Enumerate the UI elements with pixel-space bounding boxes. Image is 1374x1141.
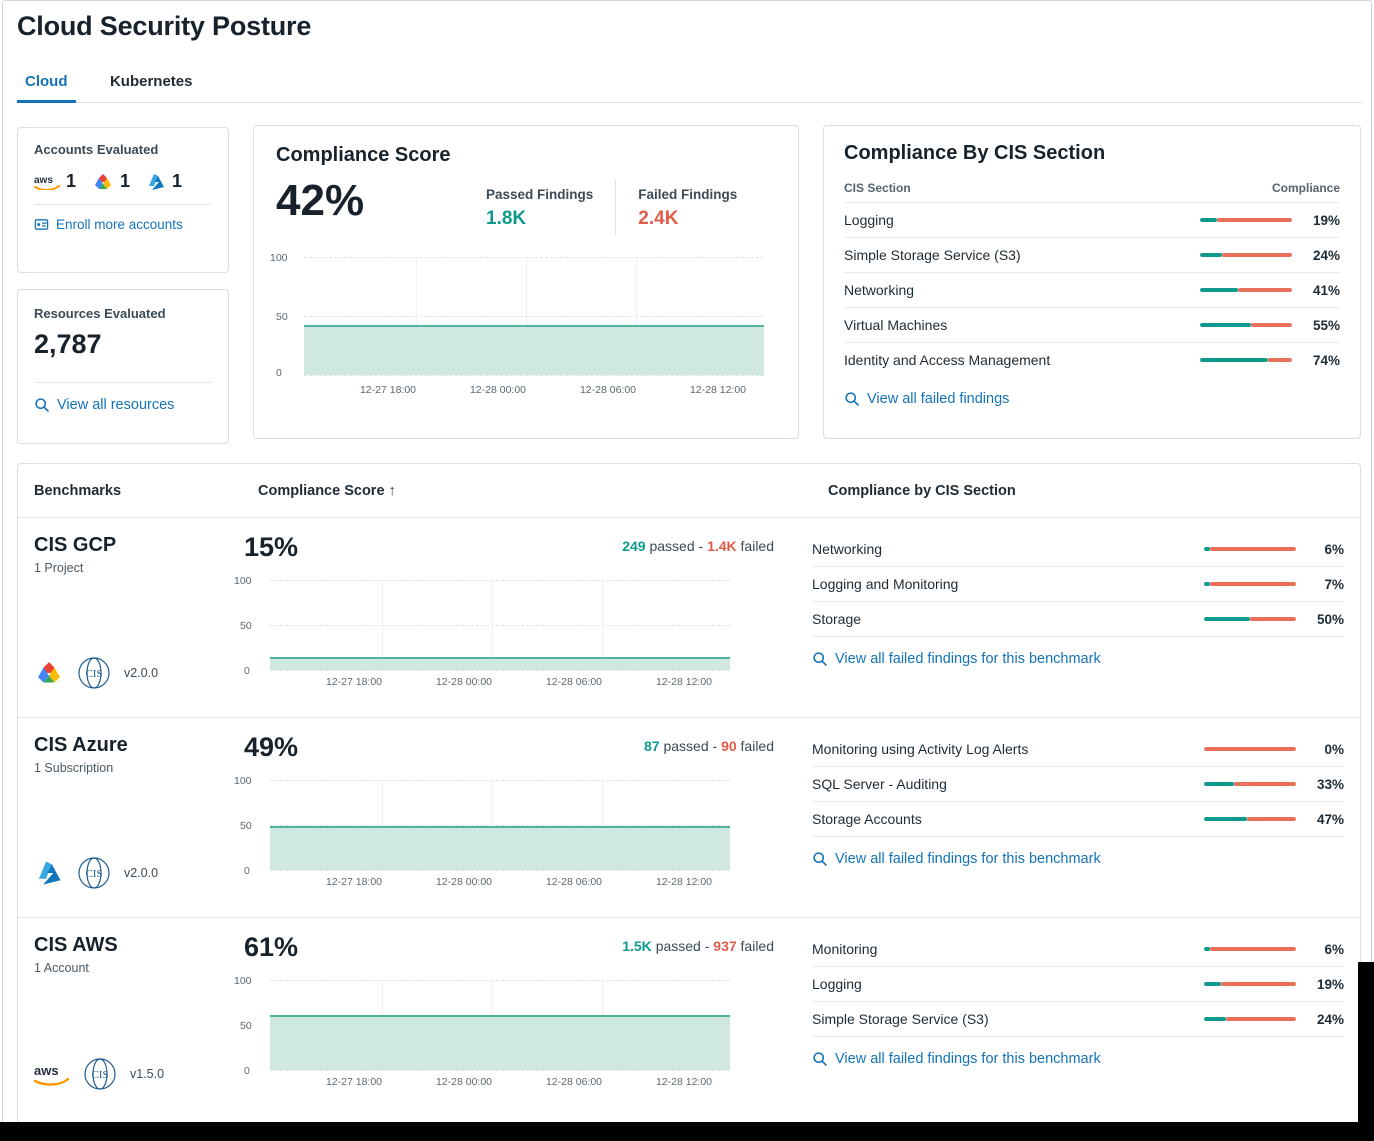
benchmark-chart bbox=[234, 766, 762, 888]
benchmark-passed-count: 1.5K bbox=[622, 938, 652, 954]
benchmark-name[interactable]: CIS AWS bbox=[34, 934, 118, 956]
screen-edge-bottom bbox=[0, 1122, 1374, 1141]
view-all-failed-findings-label: View all failed findings bbox=[867, 391, 1010, 407]
chart-ytick-0: 0 bbox=[276, 367, 282, 379]
chart-ytick-50: 50 bbox=[240, 1020, 252, 1032]
chart-xtick-1: 12-28 00:00 bbox=[435, 876, 493, 888]
compliance-score-chart bbox=[270, 244, 776, 414]
resources-evaluated-value: 2,787 bbox=[34, 329, 102, 359]
chart-ytick-0: 0 bbox=[244, 665, 250, 677]
compliance-bar bbox=[1204, 617, 1296, 621]
view-all-resources-link[interactable] bbox=[34, 397, 212, 413]
chart-xtick-2: 12-28 06:00 bbox=[579, 384, 637, 396]
compliance-bar bbox=[1200, 323, 1292, 327]
benchmark-failed-count: 90 bbox=[721, 738, 737, 754]
view-failed-findings-benchmark-link[interactable] bbox=[812, 851, 1344, 867]
chart-ytick-100: 100 bbox=[234, 975, 252, 987]
cis-logo-icon bbox=[82, 1056, 118, 1092]
cis-row-compliance bbox=[1139, 273, 1340, 308]
section-pct: 7% bbox=[1324, 576, 1344, 592]
compliance-bar bbox=[1200, 358, 1292, 362]
section-row bbox=[812, 602, 1344, 637]
benchmark-failed-word: failed bbox=[740, 938, 774, 954]
gridline-0 bbox=[270, 870, 730, 871]
compliance-bar bbox=[1204, 947, 1296, 951]
section-row bbox=[812, 532, 1344, 567]
cis-row-pct: 41% bbox=[1312, 282, 1340, 298]
section-name: Storage bbox=[812, 611, 862, 627]
compliance-bar bbox=[1204, 547, 1296, 551]
azure-icon bbox=[34, 860, 64, 886]
benchmark-name[interactable]: CIS GCP bbox=[34, 534, 117, 556]
section-pct: 6% bbox=[1324, 541, 1344, 557]
section-name: Storage Accounts bbox=[812, 811, 922, 827]
svg-text:aws: aws bbox=[34, 175, 53, 186]
section-pct: 33% bbox=[1316, 776, 1344, 792]
svg-text:CIS: CIS bbox=[91, 1069, 109, 1081]
cis-section-table bbox=[844, 181, 1340, 377]
cis-row-compliance bbox=[1139, 343, 1340, 378]
table-row[interactable] bbox=[844, 203, 1340, 238]
benchmark-name[interactable]: CIS Azure bbox=[34, 734, 128, 756]
benchmark-failed-count: 937 bbox=[713, 938, 737, 954]
enroll-more-accounts-link[interactable] bbox=[34, 217, 212, 232]
gcp-account-count bbox=[92, 171, 130, 192]
benchmark-logos bbox=[34, 655, 158, 691]
chart-ytick-0: 0 bbox=[244, 865, 250, 877]
cis-row-name: Simple Storage Service (S3) bbox=[844, 238, 1139, 273]
chart-ytick-0: 0 bbox=[244, 1065, 250, 1077]
cis-table-header bbox=[844, 181, 1340, 203]
section-name: Simple Storage Service (S3) bbox=[812, 1011, 989, 1027]
table-row[interactable] bbox=[844, 343, 1340, 378]
search-icon bbox=[34, 397, 50, 413]
benchmarks-col-header: Benchmarks bbox=[34, 482, 122, 499]
aws-account-count bbox=[34, 171, 76, 192]
benchmark-passed-word: passed - bbox=[663, 738, 718, 754]
cis-row-pct: 24% bbox=[1312, 247, 1340, 263]
view-failed-findings-benchmark-label: View all failed findings for this benchmark bbox=[835, 851, 1101, 867]
benchmark-chart bbox=[234, 566, 762, 688]
cis-row-name: Logging bbox=[844, 203, 1139, 238]
cis-logo-icon bbox=[76, 855, 112, 891]
section-row bbox=[812, 767, 1344, 802]
compliance-bar bbox=[1204, 782, 1296, 786]
benchmark-passed-count: 249 bbox=[622, 538, 646, 554]
benchmark-passed-word: passed - bbox=[655, 938, 710, 954]
benchmark-counts bbox=[644, 738, 774, 754]
table-row[interactable] bbox=[844, 238, 1340, 273]
cis-col-compliance: Compliance bbox=[1271, 181, 1340, 195]
benchmark-sections-cell bbox=[802, 518, 1360, 717]
chart-area-series bbox=[270, 826, 730, 870]
section-pct: 50% bbox=[1316, 611, 1344, 627]
compliance-bar bbox=[1200, 218, 1292, 222]
chart-ytick-50: 50 bbox=[276, 311, 288, 323]
benchmark-row-cis-gcp bbox=[18, 518, 1360, 718]
screen-edge-right bbox=[1358, 962, 1374, 1141]
benchmark-sections-cell bbox=[802, 918, 1360, 1118]
benchmark-failed-count: 1.4K bbox=[707, 538, 737, 554]
svg-text:CIS: CIS bbox=[85, 868, 103, 880]
section-pct: 24% bbox=[1316, 1011, 1344, 1027]
passed-findings-label: Passed Findings bbox=[486, 187, 594, 202]
azure-account-count bbox=[146, 171, 182, 192]
chart-ytick-50: 50 bbox=[240, 820, 252, 832]
benchmark-version: v2.0.0 bbox=[124, 866, 159, 880]
benchmark-scope: 1 Subscription bbox=[34, 761, 114, 775]
benchmark-logos bbox=[34, 1056, 164, 1092]
section-name: Logging bbox=[812, 976, 862, 992]
gridline-0 bbox=[270, 1070, 730, 1071]
section-name: Monitoring using Activity Log Alerts bbox=[812, 741, 1029, 757]
benchmark-version: v2.0.0 bbox=[124, 666, 159, 680]
section-row bbox=[812, 967, 1344, 1002]
benchmark-chart-cell bbox=[234, 918, 802, 1118]
benchmark-score: 49% bbox=[244, 732, 299, 762]
chart-xtick-3: 12-28 12:00 bbox=[655, 876, 713, 888]
section-pct: 0% bbox=[1324, 741, 1344, 757]
chart-xtick-0: 12-27 18:00 bbox=[325, 876, 383, 888]
chart-area-series bbox=[270, 657, 730, 670]
section-compliance bbox=[1204, 542, 1344, 557]
chart-xtick-0: 12-27 18:00 bbox=[325, 1076, 383, 1088]
compliance-score-value: 42% bbox=[276, 176, 365, 225]
failed-findings-value: 2.4K bbox=[638, 208, 679, 229]
cis-row-name: Virtual Machines bbox=[844, 308, 1139, 343]
chart-ytick-50: 50 bbox=[240, 620, 252, 632]
azure-count-value: 1 bbox=[172, 171, 183, 191]
chart-xtick-2: 12-28 06:00 bbox=[545, 876, 603, 888]
svg-text:CIS: CIS bbox=[85, 668, 103, 680]
svg-text:aws: aws bbox=[34, 1063, 59, 1078]
compliance-bar bbox=[1204, 1017, 1296, 1021]
gridline-100 bbox=[270, 780, 730, 781]
compliance-bar bbox=[1204, 817, 1296, 821]
accounts-evaluated-label: Accounts Evaluated bbox=[34, 142, 159, 157]
benchmark-passed-word: passed - bbox=[649, 538, 704, 554]
chart-ytick-100: 100 bbox=[270, 252, 288, 264]
benchmark-chart-cell bbox=[234, 718, 802, 917]
benchmark-name-cell bbox=[18, 518, 242, 717]
chart-xtick-2: 12-28 06:00 bbox=[545, 1076, 603, 1088]
search-icon bbox=[812, 851, 828, 867]
table-row[interactable] bbox=[844, 273, 1340, 308]
view-all-resources-label: View all resources bbox=[57, 397, 175, 413]
benchmark-name-cell bbox=[18, 918, 242, 1118]
section-name: Logging and Monitoring bbox=[812, 576, 959, 592]
cis-row-compliance bbox=[1139, 238, 1340, 273]
section-compliance bbox=[1204, 977, 1344, 992]
gridline-100 bbox=[270, 580, 730, 581]
benchmark-scope: 1 Project bbox=[34, 561, 84, 575]
cis-row-pct: 19% bbox=[1312, 212, 1340, 228]
gcp-count-value: 1 bbox=[120, 171, 131, 191]
search-icon bbox=[812, 1051, 828, 1067]
benchmark-score: 15% bbox=[244, 532, 299, 562]
dashboard-frame bbox=[2, 0, 1372, 1139]
gcp-icon bbox=[92, 173, 114, 191]
section-name: Networking bbox=[812, 541, 883, 557]
compliance-bar bbox=[1200, 253, 1292, 257]
failed-findings-label: Failed Findings bbox=[638, 187, 738, 202]
cis-row-pct: 55% bbox=[1312, 317, 1340, 333]
chart-area-series bbox=[270, 1015, 730, 1070]
section-compliance bbox=[1204, 777, 1344, 792]
provider-counts bbox=[34, 171, 212, 192]
section-pct: 6% bbox=[1324, 941, 1344, 957]
benchmark-counts bbox=[622, 538, 774, 554]
section-compliance bbox=[1204, 812, 1344, 827]
benchmark-version: v1.5.0 bbox=[130, 1067, 165, 1081]
view-all-failed-findings-link[interactable] bbox=[844, 391, 1340, 407]
cis-row-name: Identity and Access Management bbox=[844, 343, 1139, 378]
gridline-100 bbox=[270, 980, 730, 981]
benchmarks-header bbox=[18, 464, 1360, 518]
cis-col-section: CIS Section bbox=[844, 181, 911, 195]
compliance-bar bbox=[1204, 982, 1296, 986]
gridline-50 bbox=[304, 316, 764, 317]
resources-evaluated-card bbox=[17, 289, 229, 444]
section-compliance bbox=[1204, 612, 1344, 627]
section-name: Monitoring bbox=[812, 941, 878, 957]
view-failed-findings-benchmark-label: View all failed findings for this benchmark bbox=[835, 651, 1101, 667]
cis-card-title: Compliance By CIS Section bbox=[844, 142, 1106, 164]
gridline-50 bbox=[270, 625, 730, 626]
aws-icon bbox=[34, 173, 60, 190]
benchmark-sections-cell bbox=[802, 718, 1360, 917]
benchmark-failed-word: failed bbox=[740, 538, 774, 554]
tab-kubernetes[interactable]: Kubernetes bbox=[109, 73, 193, 90]
cis-row-name: Networking bbox=[844, 273, 1139, 308]
compliance-by-cis-section-card bbox=[823, 125, 1361, 439]
chart-xtick-3: 12-28 12:00 bbox=[655, 676, 713, 688]
chart-xtick-0: 12-27 18:00 bbox=[359, 384, 417, 396]
section-row bbox=[812, 802, 1344, 837]
chart-ytick-100: 100 bbox=[234, 775, 252, 787]
page-title: Cloud Security Posture bbox=[17, 11, 312, 41]
benchmark-failed-word: failed bbox=[740, 738, 774, 754]
section-row bbox=[812, 567, 1344, 602]
chart-xtick-1: 12-28 00:00 bbox=[469, 384, 527, 396]
passed-findings-value: 1.8K bbox=[486, 208, 527, 229]
view-failed-findings-benchmark-link[interactable] bbox=[812, 651, 1344, 667]
accounts-divider bbox=[34, 204, 212, 205]
chart-xtick-1: 12-28 00:00 bbox=[435, 676, 493, 688]
enroll-icon bbox=[34, 217, 49, 232]
compliance-bar bbox=[1200, 288, 1292, 292]
benchmark-counts bbox=[622, 938, 774, 954]
chart-ytick-100: 100 bbox=[234, 575, 252, 587]
section-compliance bbox=[1204, 1012, 1344, 1027]
table-row[interactable] bbox=[844, 308, 1340, 343]
aws-icon bbox=[34, 1062, 70, 1086]
view-failed-findings-benchmark-label: View all failed findings for this benchmark bbox=[835, 1051, 1101, 1067]
section-row bbox=[812, 932, 1344, 967]
view-failed-findings-benchmark-link[interactable] bbox=[812, 1051, 1344, 1067]
chart-area-series bbox=[304, 325, 764, 375]
cis-logo-icon bbox=[76, 655, 112, 691]
chart-xtick-3: 12-28 12:00 bbox=[655, 1076, 713, 1088]
section-compliance bbox=[1204, 942, 1344, 957]
section-pct: 19% bbox=[1316, 976, 1344, 992]
compliance-bar bbox=[1204, 747, 1296, 751]
tab-bar bbox=[17, 69, 1362, 103]
search-icon bbox=[844, 391, 860, 407]
cis-row-compliance bbox=[1139, 308, 1340, 343]
benchmark-scope: 1 Account bbox=[34, 961, 89, 975]
benchmark-chart-cell bbox=[234, 518, 802, 717]
accounts-evaluated-card bbox=[17, 127, 229, 273]
benchmark-row-cis-aws bbox=[18, 918, 1360, 1118]
section-row bbox=[812, 1002, 1344, 1037]
aws-count-value: 1 bbox=[66, 171, 77, 191]
benchmark-passed-count: 87 bbox=[644, 738, 660, 754]
search-icon bbox=[812, 651, 828, 667]
resources-divider bbox=[34, 382, 212, 383]
section-name: SQL Server - Auditing bbox=[812, 776, 947, 792]
cis-row-compliance bbox=[1139, 203, 1340, 238]
chart-xtick-1: 12-28 00:00 bbox=[435, 1076, 493, 1088]
benchmark-name-cell bbox=[18, 718, 242, 917]
section-row bbox=[812, 732, 1344, 767]
resources-evaluated-label: Resources Evaluated bbox=[34, 306, 166, 321]
tab-cloud[interactable]: Cloud bbox=[17, 69, 76, 103]
benchmark-score: 61% bbox=[244, 932, 299, 962]
compliance-score-card bbox=[253, 125, 799, 439]
chart-xtick-0: 12-27 18:00 bbox=[325, 676, 383, 688]
gridline-0 bbox=[270, 670, 730, 671]
cis-sections-col-header: Compliance by CIS Section bbox=[828, 482, 1016, 499]
cis-row-pct: 74% bbox=[1312, 352, 1340, 368]
section-compliance bbox=[1204, 742, 1344, 757]
compliance-score-title: Compliance Score bbox=[276, 144, 451, 166]
benchmark-chart bbox=[234, 966, 762, 1088]
gridline-100 bbox=[304, 257, 764, 258]
chart-xtick-3: 12-28 12:00 bbox=[689, 384, 747, 396]
benchmarks-card bbox=[17, 463, 1361, 1123]
gcp-icon bbox=[34, 660, 64, 686]
enroll-more-accounts-label: Enroll more accounts bbox=[56, 217, 183, 232]
azure-icon bbox=[146, 173, 166, 191]
compliance-score-col-header[interactable]: Compliance Score ↑ bbox=[258, 482, 396, 499]
section-pct: 47% bbox=[1316, 811, 1344, 827]
benchmark-row-cis-azure bbox=[18, 718, 1360, 918]
compliance-bar bbox=[1204, 582, 1296, 586]
chart-xtick-2: 12-28 06:00 bbox=[545, 676, 603, 688]
benchmark-logos bbox=[34, 855, 158, 891]
section-compliance bbox=[1204, 577, 1344, 592]
gridline-0 bbox=[304, 375, 764, 376]
